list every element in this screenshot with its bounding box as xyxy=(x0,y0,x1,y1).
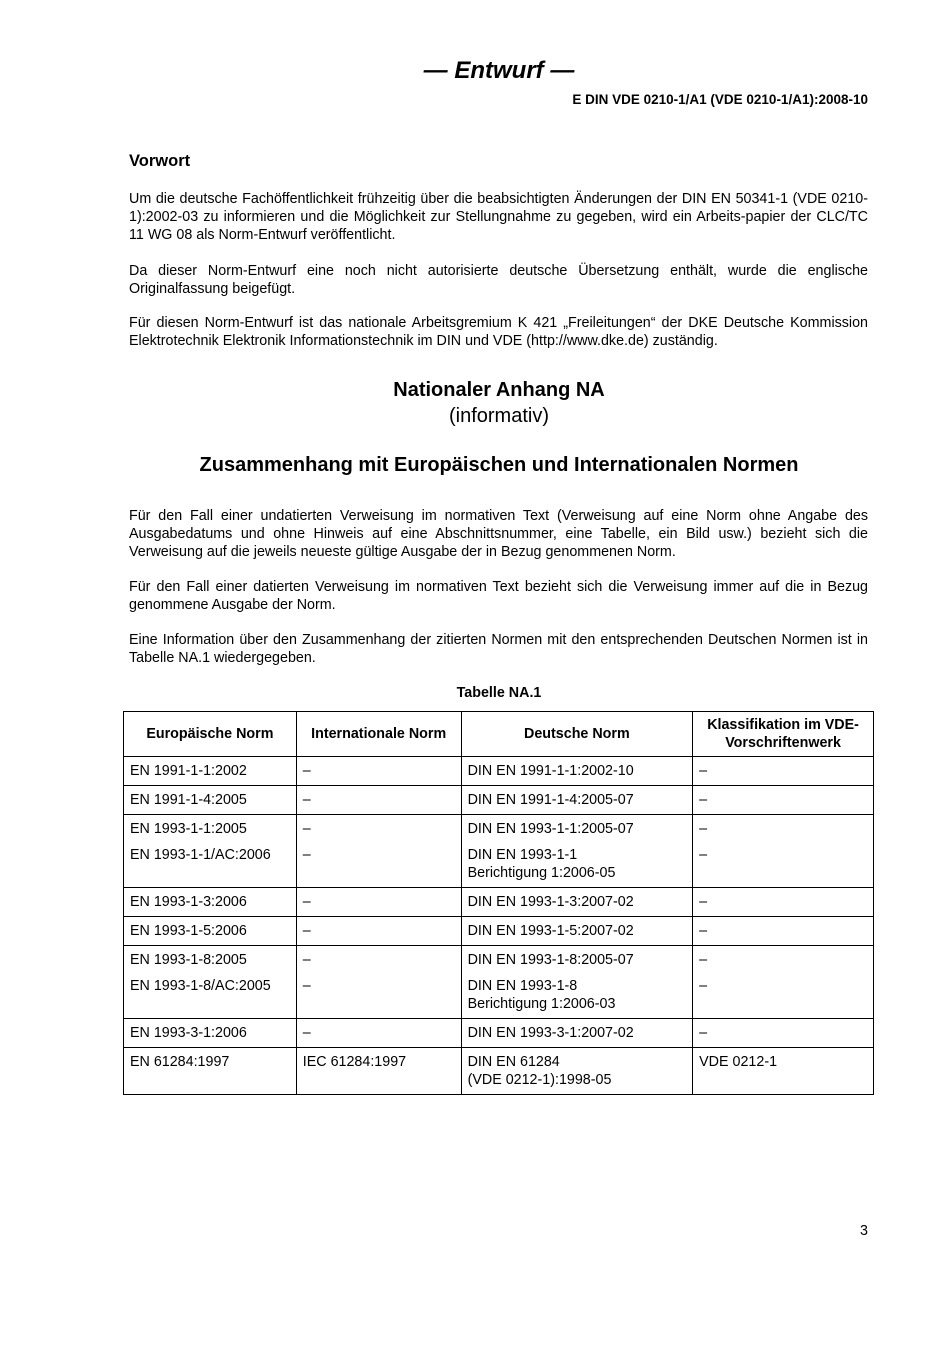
cell-entry: IEC 61284:1997 xyxy=(302,1054,407,1070)
cell-german-norm xyxy=(461,1048,693,1095)
cell-entry: – xyxy=(699,792,708,808)
annex-paragraph: Für den Fall einer undatierten Verweisung im normativen Text (Verweisung auf eine Norm ohne Angabe des Ausgabedatums und ohne Hinweis auf eine Abschnittsnummer, eine Tabelle, ein Bild usw.) bezieht sich die Verweisung auf die jeweils neueste gültige Ausgabe der in Bezug genommenen Norm. xyxy=(129,508,868,560)
vorwort-heading: Vorwort xyxy=(129,152,191,170)
cell-entry: EN 1993-1-1:2005 xyxy=(130,821,247,837)
cell-classification xyxy=(693,946,874,1019)
cell-german-norm xyxy=(461,815,693,888)
table-row xyxy=(124,917,874,946)
table-row xyxy=(124,786,874,815)
cell-entry: – xyxy=(699,847,708,863)
cell-european-norm xyxy=(124,946,297,1019)
vorwort-paragraph: Für diesen Norm-Entwurf ist das nationale Arbeitsgremium K 421 „Freileitungen“ der DKE Deutsche Kommission Elektrotechnik Elektronik Informationstechnik im DIN und VDE (http://www.dke.de) zuständig. xyxy=(129,315,868,349)
annex-paragraph: Eine Information über den Zusammenhang der zitierten Normen mit den entsprechenden Deutschen Normen ist in Tabelle NA.1 wiedergegeben. xyxy=(129,632,868,666)
norms-table xyxy=(123,711,874,1095)
cell-entry: DIN EN 1991-1-1:2002-10 xyxy=(467,763,634,779)
cell-german-norm xyxy=(461,757,693,786)
header-international-norm: Internationale Norm xyxy=(296,712,461,757)
cell-entry: DIN EN 1993-1-1 Berichtigung 1:2006-05 xyxy=(467,847,616,881)
header-european-norm: Europäische Norm xyxy=(124,712,297,757)
document-id: E DIN VDE 0210-1/A1 (VDE 0210-1/A1):2008-10 xyxy=(572,92,868,107)
cell-entry: EN 1993-1-5:2006 xyxy=(130,923,247,939)
cell-entry: – xyxy=(699,763,708,779)
page-number: 3 xyxy=(860,1223,868,1239)
header-classification: Klassifikation im VDE-Vorschriftenwerk xyxy=(693,712,874,757)
cell-entry: DIN EN 1991-1-4:2005-07 xyxy=(467,792,634,808)
vorwort-paragraph: Da dieser Norm-Entwurf eine noch nicht autorisierte deutsche Übersetzung enthält, wurde die englische Originalfassung beigefügt. xyxy=(129,263,868,297)
cell-entry: – xyxy=(699,952,708,968)
cell-classification xyxy=(693,786,874,815)
cell-entry: – xyxy=(302,847,311,863)
cell-international-norm xyxy=(296,815,461,888)
draft-title: — Entwurf — xyxy=(423,57,575,84)
cell-entry: EN 1993-1-8:2005 xyxy=(130,952,247,968)
cell-entry: EN 1993-1-1/AC:2006 xyxy=(130,847,271,863)
cell-international-norm xyxy=(296,757,461,786)
cell-classification xyxy=(693,1048,874,1095)
cell-entry: – xyxy=(699,821,708,837)
cell-european-norm xyxy=(124,917,297,946)
annex-heading: Zusammenhang mit Europäischen und Internationalen Normen xyxy=(199,454,799,476)
annex-subtitle: (informativ) xyxy=(448,405,549,427)
vorwort-paragraph: Um die deutsche Fachöffentlichkeit frühzeitig über die beabsichtigten Änderungen der DIN EN 50341-1 (VDE 0210-1):2002-03 zu informieren und die Möglichkeit zur Stellungnahme zu gegeben, wird ein Arbeits-papier der CLC/TC 11 WG 08 als Norm-Entwurf veröffentlicht. xyxy=(129,191,868,243)
cell-german-norm xyxy=(461,917,693,946)
cell-classification xyxy=(693,917,874,946)
table-row xyxy=(124,1048,874,1095)
cell-classification xyxy=(693,757,874,786)
cell-entry: DIN EN 1993-1-5:2007-02 xyxy=(467,923,634,939)
cell-international-norm xyxy=(296,786,461,815)
cell-entry: – xyxy=(699,978,708,994)
cell-entry: EN 1991-1-1:2002 xyxy=(130,763,247,779)
cell-entry: – xyxy=(699,894,708,910)
cell-entry: EN 1991-1-4:2005 xyxy=(130,792,247,808)
cell-european-norm xyxy=(124,1019,297,1048)
cell-german-norm xyxy=(461,946,693,1019)
cell-entry: EN 1993-1-3:2006 xyxy=(130,894,247,910)
cell-entry: – xyxy=(699,923,708,939)
cell-international-norm xyxy=(296,888,461,917)
cell-entry: VDE 0212-1 xyxy=(699,1054,778,1070)
cell-european-norm xyxy=(124,888,297,917)
cell-entry: DIN EN 1993-1-1:2005-07 xyxy=(467,821,634,837)
cell-entry: – xyxy=(302,978,311,994)
cell-entry: – xyxy=(302,952,311,968)
annex-paragraph: Für den Fall einer datierten Verweisung im normativen Text bezieht sich die Verweisung immer auf die in Bezug genommene Ausgabe der Norm. xyxy=(129,579,868,613)
cell-european-norm xyxy=(124,786,297,815)
cell-german-norm xyxy=(461,786,693,815)
table-row xyxy=(124,815,874,888)
cell-international-norm xyxy=(296,1019,461,1048)
table-caption: Tabelle NA.1 xyxy=(456,685,542,701)
cell-german-norm xyxy=(461,888,693,917)
cell-entry: DIN EN 1993-1-8:2005-07 xyxy=(467,952,634,968)
cell-classification xyxy=(693,815,874,888)
cell-entry: EN 61284:1997 xyxy=(130,1054,230,1070)
cell-entry: DIN EN 1993-1-8 Berichtigung 1:2006-03 xyxy=(467,978,616,1012)
cell-entry: – xyxy=(699,1025,708,1041)
cell-entry: DIN EN 1993-1-3:2007-02 xyxy=(467,894,634,910)
cell-entry: EN 1993-3-1:2006 xyxy=(130,1025,247,1041)
table-header-row xyxy=(124,712,874,757)
cell-entry: DIN EN 1993-3-1:2007-02 xyxy=(467,1025,634,1041)
cell-classification xyxy=(693,888,874,917)
cell-international-norm xyxy=(296,1048,461,1095)
cell-entry: DIN EN 61284 (VDE 0212-1):1998-05 xyxy=(467,1054,612,1088)
cell-classification xyxy=(693,1019,874,1048)
table-row xyxy=(124,1019,874,1048)
header-german-norm: Deutsche Norm xyxy=(461,712,693,757)
cell-european-norm xyxy=(124,1048,297,1095)
table-body xyxy=(124,757,874,1095)
table-row xyxy=(124,757,874,786)
cell-entry: – xyxy=(302,1025,311,1041)
cell-entry: – xyxy=(302,792,311,808)
cell-entry: – xyxy=(302,923,311,939)
cell-german-norm xyxy=(461,1019,693,1048)
cell-entry: – xyxy=(302,763,311,779)
cell-entry: EN 1993-1-8/AC:2005 xyxy=(130,978,271,994)
cell-european-norm xyxy=(124,815,297,888)
cell-international-norm xyxy=(296,917,461,946)
cell-international-norm xyxy=(296,946,461,1019)
annex-title: Nationaler Anhang NA xyxy=(393,379,605,401)
table-row xyxy=(124,946,874,1019)
cell-entry: – xyxy=(302,821,311,837)
cell-european-norm xyxy=(124,757,297,786)
table-row xyxy=(124,888,874,917)
cell-entry: – xyxy=(302,894,311,910)
